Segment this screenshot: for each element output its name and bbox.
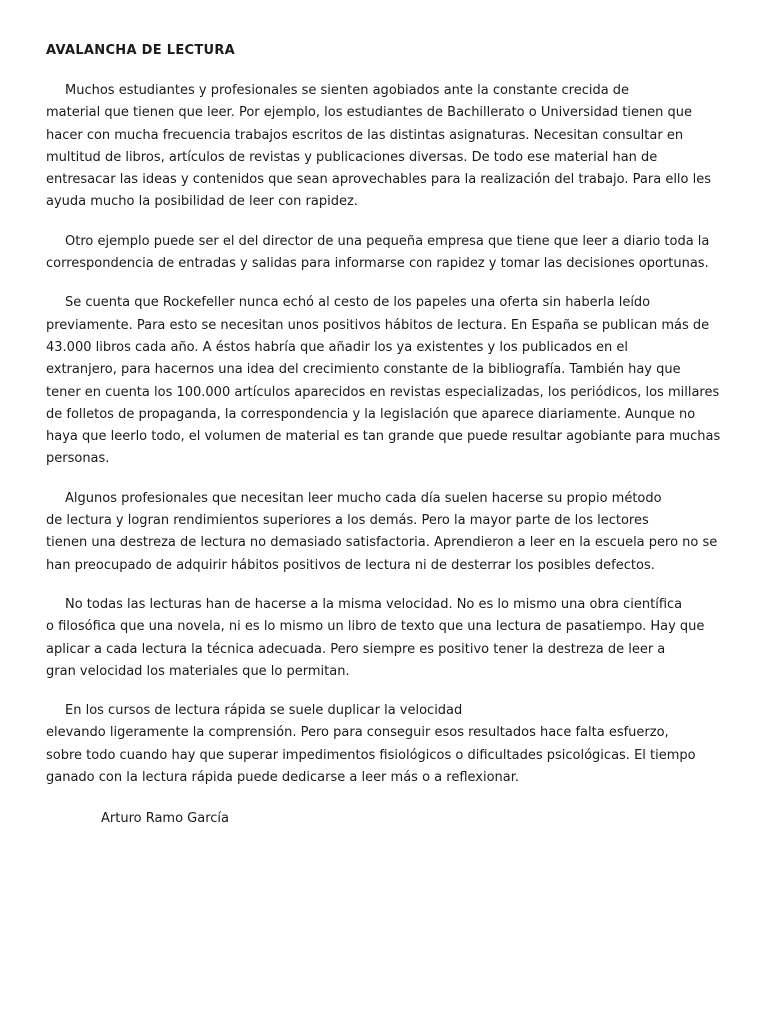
paragraph-line: Otro ejemplo puede ser el del director de una pequeña empresa que tiene que leer a diario toda la xyxy=(65,233,710,249)
paragraph-1 xyxy=(46,80,724,214)
paragraph-line: sobre todo cuando hay que superar impedimentos fisiológicos o dificultades psicológicas. El tiempo xyxy=(46,747,696,763)
paragraph-line: haya que leerlo todo, el volumen de material es tan grande que puede resultar agobiante para muchas xyxy=(46,429,721,445)
paragraph-line: Se cuenta que Rockefeller nunca echó al cesto de los papeles una oferta sin haberla leído xyxy=(65,295,651,311)
paragraph-line: Muchos estudiantes y profesionales se sienten agobiados ante la constante crecida de xyxy=(65,83,630,98)
paragraph-line: correspondencia de entradas y salidas para informarse con rapidez y tomar las decisiones oportunas. xyxy=(46,256,709,272)
paragraph-line: personas. xyxy=(46,451,110,467)
paragraph-line: o filosófica que una novela, ni es lo mismo un libro de texto que una lectura de pasatiempo. Hay que xyxy=(46,619,705,635)
paragraph-line: 43.000 libros cada año. A éstos habría que añadir los ya existentes y los publicados en el xyxy=(46,339,628,355)
paragraph-2 xyxy=(46,231,724,276)
paragraph-line: ayuda mucho la posibilidad de leer con rapidez. xyxy=(46,194,358,210)
paragraph-line: previamente. Para esto se necesitan unos positivos hábitos de lectura. En España se publican más de xyxy=(46,317,710,333)
document-title: AVALANCHA DE LECTURA xyxy=(46,43,236,58)
paragraph-4 xyxy=(46,488,724,577)
paragraph-line: elevando ligeramente la comprensión. Pero para conseguir esos resultados hace falta esfuerzo, xyxy=(46,725,669,741)
paragraph-line: ganado con la lectura rápida puede dedicarse a leer más o a reflexionar. xyxy=(46,770,520,786)
paragraph-5 xyxy=(46,594,724,683)
author-signature: Arturo Ramo García xyxy=(101,811,230,827)
document-page xyxy=(46,42,724,829)
paragraph-6 xyxy=(46,700,724,789)
paragraph-line: hacer con mucha frecuencia trabajos escritos de las distintas asignaturas. Necesitan consultar en xyxy=(46,127,684,143)
paragraph-line: gran velocidad los materiales que lo permitan. xyxy=(46,663,350,679)
paragraph-line: tener en cuenta los 100.000 artículos aparecidos en revistas especializadas, los periódicos, los millares xyxy=(46,384,720,400)
paragraph-line: aplicar a cada lectura la técnica adecuada. Pero siempre es positivo tener la destreza de leer a xyxy=(46,641,666,657)
paragraph-line: han preocupado de adquirir hábitos positivos de lectura ni de desterrar los posibles defectos. xyxy=(46,557,655,573)
paragraph-line: multitud de libros, artículos de revistas y publicaciones diversas. De todo ese material han de xyxy=(46,149,658,165)
paragraph-line: No todas las lecturas han de hacerse a la misma velocidad. No es lo mismo una obra científica xyxy=(65,596,683,612)
paragraph-line: material que tienen que leer. Por ejemplo, los estudiantes de Bachillerato o Universidad tienen que xyxy=(46,105,693,121)
paragraph-line: de folletos de propaganda, la correspondencia y la legislación que aparece diariamente. Aunque no xyxy=(46,406,696,422)
paragraph-line: En los cursos de lectura rápida se suele duplicar la velocidad xyxy=(65,703,463,719)
paragraph-line: Algunos profesionales que necesitan leer mucho cada día suelen hacerse su propio método xyxy=(65,490,662,506)
paragraph-line: extranjero, para hacernos una idea del crecimiento constante de la bibliografía. También hay que xyxy=(46,362,681,378)
paragraph-3 xyxy=(46,292,724,470)
paragraph-line: de lectura y logran rendimientos superiores a los demás. Pero la mayor parte de los lectores xyxy=(46,513,649,529)
paragraph-line: entresacar las ideas y contenidos que sean aprovechables para la realización del trabajo. Para ello les xyxy=(46,172,712,188)
paragraph-line: tienen una destreza de lectura no demasiado satisfactoria. Aprendieron a leer en la escuela pero no se xyxy=(46,535,718,551)
